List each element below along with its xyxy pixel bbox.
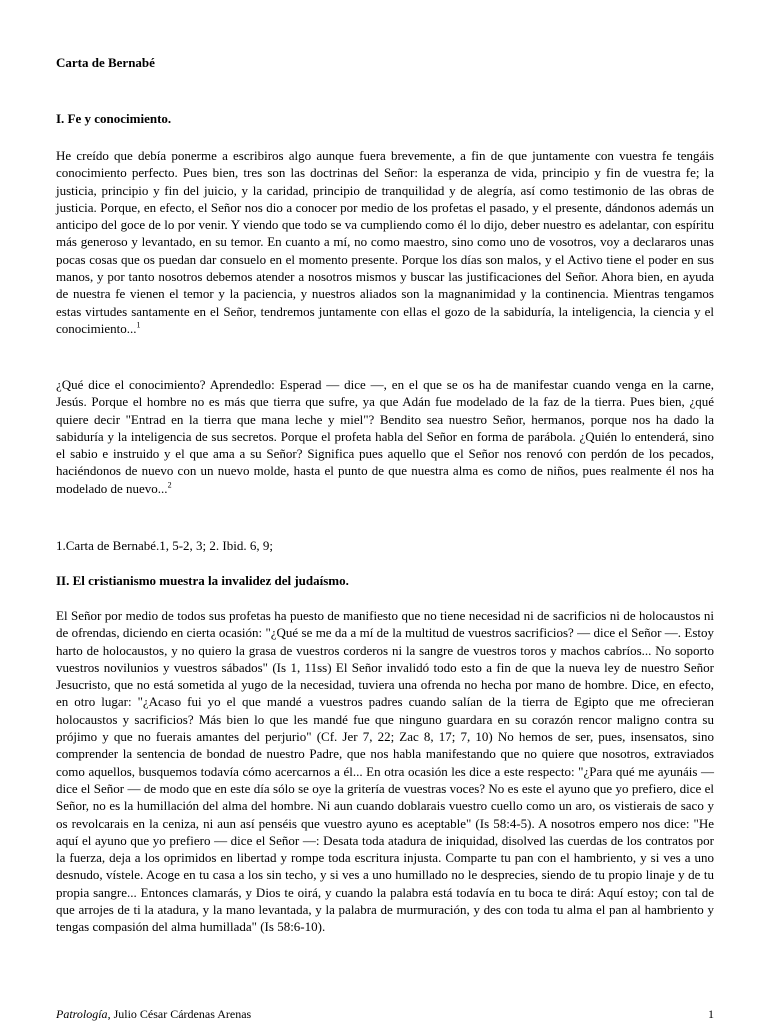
section-heading-cristianismo: II. El cristianismo muestra la invalidez del judaísmo. (56, 573, 349, 588)
footer-citation (56, 1007, 251, 1022)
page-footer (56, 1007, 714, 1022)
footnote-ref-2: 2 (167, 480, 172, 490)
footnote-ref-1: 1 (136, 320, 141, 330)
paragraph-1-text: He creído que debía ponerme a escribiros algo aunque fuera brevemente, a fin de que juntamente con vuestra fe tengáis conocimiento perfecto. Pues bien, tres son las doctrinas del Señor: la esperanza de vida, principio y fin de vuestra fe; la justicia, principio y fin del juicio, y la caridad, principio de tranquilidad y de alegría, así como testimonio de las obras de justicia. Porque, en efecto, el Señor nos dio a conocer por medio de los profetas el pasado, y el presente, dándonos además un anticipo del goce de lo por venir. Y viendo que todo se va cumpliendo como él lo dijo, deber nuestro es adelantar, con espíritu más generoso y levantado, en su temor. En cuanto a mí, no como maestro, sino como uno de vosotros, voy a declararos unas pocas cosas que os puedan dar consuelo en el momento presente. Porque los días son malos, y el Activo tiene el poder en sus manos, y por tanto nosotros debemos atender a nosotros mismos y buscar las justificaciones del Señor. Ahora bien, en ayuda de nuestra fe vienen el temor y la paciencia, y nuestros aliados son la magnanimidad y la continencia. Mientras tengamos estas virtudes santamente en el Señor, tendremos juntamente con ellas el gozo de la sabiduría, la inteligencia, la ciencia y el conocimiento... (56, 148, 714, 336)
footer-author: , Julio César Cárdenas Arenas (107, 1007, 252, 1021)
paragraph-3: El Señor por medio de todos sus profetas ha puesto de manifiesto que no tiene necesidad ni de sacrificios ni de holocaustos ni de ofrendas, diciendo en cierta ocasión: "¿Qué se me da a mí de la multitud de vuestros sacrificios? — dice el Señor —. Estoy harto de holocaustos, y no quiero la grasa de vuestros corderos ni la sangre de vuestros toros y machos cabríos... No soporto vuestros novilunios y vuestros sábados" (Is 1, 11ss) El Señor invalidó todo esto a fin de que la nueva ley de nuestro Señor Jesucristo, que no está sometida al yugo de la necesidad, tuviera una ofrenda no hecha por mano de hombre. Dice, en efecto, en otro lugar: "¿Acaso fui yo el que mandé a vuestros padres cuando salían de la tierra de Egipto que me ofrecieran holocaustos y sacrificios? Más bien lo que les mandé fue que ninguno guardara en su corazón rencor maligno contra su prójimo y que no fuerais amantes del perjurio" (Cf. Jer 7, 22; Zac 8, 17; 7, 10) No hemos de ser, pues, insensatos, sino comprender la sentencia de bondad de nuestro Padre, que nos habla manifestando que no quiere que nosotros, extraviados como aquellos, busquemos todavía cómo acercarnos a él... En otra ocasión les dice a este respecto: "¿Para qué me ayunáis — dice el Señor — de modo que en este día sólo se oye la gritería de vuestras voces? No es este el ayuno que yo prefiero, dice el Señor, no es la humillación del alma del hombre. Ni aun cuando doblarais vuestro cuello como un aro, os vistierais de saco y os revolcarais en la ceniza, ni aun así penséis que vuestro ayuno es aceptable" (Is 58:4-5). A nosotros empero nos dice: "He aquí el ayuno que yo prefiero — dice el Señor —: Desata toda atadura de iniquidad, disolved las cuerdas de los contratos por la fuerza, deja a los oprimidos en libertad y rompe toda escritura injusta. Comparte tu pan con el hambriento, y si ves a uno desnudo, vístele. Acoge en tu casa a los sin techo, y si ves a uno humillado no le desprecies, siendo de tu propio linaje y de tu propia sangre... Entonces clamarás, y Dios te oirá, y cuando la palabra está todavía en tu boca te dirá: Aquí estoy; con tal de que arrojes de ti la atadura, y la mano levantada, y la palabra de murmuración, y des con toda tu alma el pan al hambriento y tengas compasión del alma humillada" (Is 58:6-10). (56, 608, 714, 935)
paragraph-1 (56, 147, 714, 337)
footer-book-title: Patrología (56, 1007, 108, 1021)
paragraph-2-text: ¿Qué dice el conocimiento? Aprendedlo: Esperad — dice —, en el que se os ha de manifestar cuando venga en la carne, Jesús. Porque el hombre no es más que tierra que sufre, ya que Adán fue modelado de la faz de la tierra. Pues bien, ¿qué quiere decir "Entrad en la tierra que mana leche y miel"? Bendito sea nuestro Señor, hermanos, porque nos ha dado la sabiduría y la inteligencia de sus secretos. Porque el profeta habla del Señor en forma de parábola. ¿Quién lo entenderá, sino el sabio e instruido y el que ama a su Señor? Significa pues aquello que el Señor nos renovó con perdón de los pecados, haciéndonos de nuevo con un nuevo molde, hasta el punto de que nuestra alma es como de niños, pues realmente él nos ha modelado de nuevo... (56, 377, 714, 496)
paragraph-2 (56, 376, 714, 497)
document-title: Carta de Bernabé (56, 55, 155, 70)
page-number: 1 (708, 1007, 714, 1021)
footnotes: 1.Carta de Bernabé.1, 5-2, 3; 2. Ibid. 6, 9; (56, 538, 273, 553)
section-heading-fe-conocimiento: I. Fe y conocimiento. (56, 111, 172, 126)
